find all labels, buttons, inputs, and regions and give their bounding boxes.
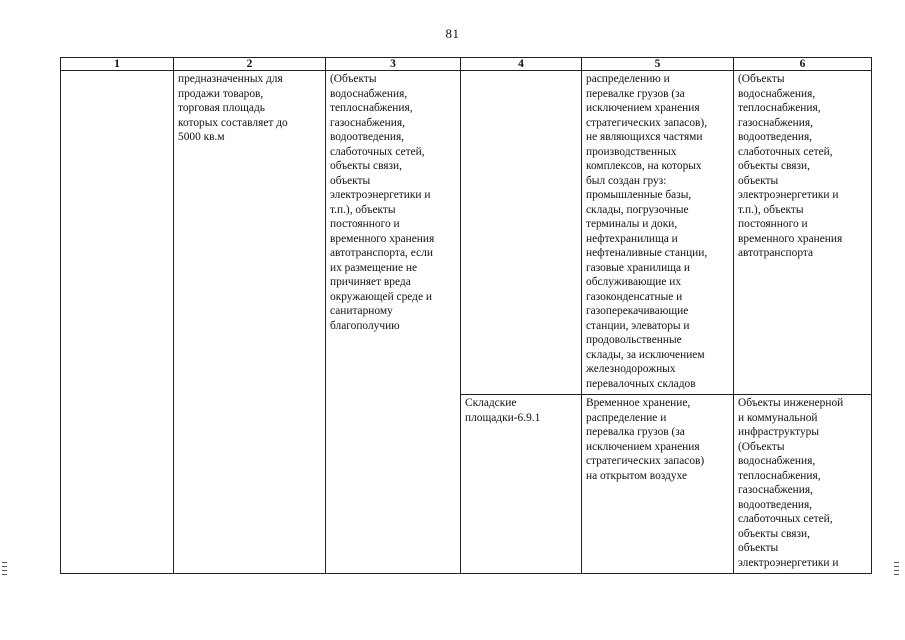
- row2-col6-cell: [734, 395, 872, 574]
- table-header-row: [61, 58, 872, 71]
- cell-line: водоотведения,: [738, 498, 813, 511]
- row1-col3-cell: [326, 71, 461, 574]
- cell-line: перевалке грузов (за: [586, 87, 685, 100]
- cell-line: т.п.), объекты: [330, 203, 396, 216]
- cell-line: на открытом воздухе: [586, 469, 688, 482]
- cell-line: временного хранения: [738, 232, 843, 245]
- scan-edge-marks-left: [2, 562, 8, 586]
- cell-line: комплексов, на которых: [586, 160, 702, 172]
- header-col-2: 2: [174, 58, 326, 71]
- cell-line: (Объекты: [738, 440, 785, 453]
- row2-col5-text: [586, 396, 730, 483]
- scan-edge-marks-right: [894, 562, 900, 586]
- cell-line: водоотведения,: [738, 131, 813, 143]
- land-use-table: [60, 57, 872, 574]
- cell-line: слаботочных сетей,: [738, 513, 833, 525]
- row1-col5-cell: [582, 71, 734, 395]
- cell-line: газоснабжения,: [738, 116, 813, 129]
- header-col-6: 6: [734, 58, 872, 71]
- cell-line: газоснабжения,: [330, 116, 405, 129]
- cell-line: автотранспорта, если: [330, 247, 433, 259]
- cell-line: 5000 кв.м: [178, 131, 225, 143]
- cell-line: Складские: [465, 397, 517, 409]
- cell-line: склады, за исключением: [586, 348, 705, 361]
- cell-line: объекты связи,: [330, 160, 402, 172]
- cell-line: распределению и: [586, 73, 670, 85]
- cell-line: железнодорожных: [586, 363, 676, 375]
- cell-line: газоперекачивающие: [586, 305, 689, 317]
- cell-line: водоснабжения,: [738, 455, 816, 467]
- cell-line: водоотведения,: [330, 131, 405, 143]
- cell-line: теплоснабжения,: [738, 102, 821, 114]
- cell-line: стратегических запасов): [586, 455, 705, 467]
- cell-line: причиняет вреда: [330, 276, 411, 288]
- cell-line: объекты: [738, 174, 779, 187]
- cell-line: склады, погрузочные: [586, 203, 689, 216]
- table-row: [61, 71, 872, 395]
- header-col-4: 4: [461, 58, 582, 71]
- cell-line: электроэнергетики и: [738, 556, 839, 569]
- cell-line: и коммунальной: [738, 411, 818, 424]
- cell-line: инфраструктуры: [738, 426, 819, 438]
- cell-line: окружающей среде и: [330, 290, 432, 303]
- cell-line: промышленные базы,: [586, 189, 692, 201]
- cell-line: санитарному: [330, 305, 393, 317]
- cell-line: исключением хранения: [586, 102, 700, 114]
- cell-line: постоянного и: [738, 218, 808, 230]
- row1-col3-text: [330, 72, 457, 333]
- cell-line: (Объекты: [738, 73, 785, 85]
- cell-line: продажи товаров,: [178, 87, 264, 100]
- cell-line: газоснабжения,: [738, 484, 813, 496]
- cell-line: торговая площадь: [178, 102, 265, 114]
- cell-line: Временное хранение,: [586, 397, 691, 409]
- cell-line: благополучию: [330, 319, 400, 332]
- cell-line: водоснабжения,: [738, 87, 816, 100]
- row1-col4-cell: [461, 71, 582, 395]
- cell-line: постоянного и: [330, 218, 400, 230]
- cell-line: т.п.), объекты: [738, 203, 804, 216]
- row2-col5-cell: [582, 395, 734, 574]
- cell-line: обслуживающие их: [586, 276, 682, 288]
- cell-line: слаботочных сетей,: [738, 145, 833, 158]
- cell-line: электроэнергетики и: [330, 189, 431, 201]
- cell-line: нефтехранилища и: [586, 232, 678, 245]
- cell-line: которых составляет до: [178, 116, 288, 129]
- row1-col1-cell: [61, 71, 174, 574]
- header-col-3: 3: [326, 58, 461, 71]
- cell-line: нефтеналивные станции,: [586, 247, 708, 259]
- cell-line: теплоснабжения,: [330, 102, 413, 114]
- cell-line: был создан груз:: [586, 174, 667, 187]
- row1-col6-cell: [734, 71, 872, 395]
- row1-col6-text: [738, 72, 868, 261]
- row1-col2-cell: [174, 71, 326, 574]
- cell-line: терминалы и доки,: [586, 218, 678, 230]
- cell-line: распределение и: [586, 411, 667, 424]
- cell-line: теплоснабжения,: [738, 469, 821, 482]
- row2-col4-cell: [461, 395, 582, 574]
- row1-col5-text: [586, 72, 730, 391]
- cell-line: производственных: [586, 145, 677, 158]
- cell-line: не являющихся частями: [586, 131, 703, 143]
- header-col-5: 5: [582, 58, 734, 71]
- row2-col4-text: [465, 396, 578, 425]
- cell-line: объекты связи,: [738, 160, 810, 172]
- cell-line: газовые хранилища и: [586, 261, 690, 274]
- cell-line: водоснабжения,: [330, 87, 408, 100]
- cell-line: автотранспорта: [738, 247, 814, 259]
- cell-line: перевалка грузов (за: [586, 426, 685, 438]
- cell-line: объекты: [330, 174, 371, 187]
- row1-col2-text: [178, 72, 322, 145]
- page-number: 81: [445, 26, 460, 41]
- cell-line: слаботочных сетей,: [330, 145, 425, 158]
- cell-line: их размещение не: [330, 261, 418, 274]
- cell-line: Объекты инженерной: [738, 397, 844, 409]
- cell-line: газоконденсатные и: [586, 290, 683, 303]
- cell-line: временного хранения: [330, 232, 435, 245]
- cell-line: площадки-6.9.1: [465, 411, 541, 424]
- cell-line: объекты: [738, 542, 779, 554]
- row2-col6-text: [738, 396, 868, 570]
- cell-line: предназначенных для: [178, 73, 283, 85]
- cell-line: объекты связи,: [738, 527, 810, 540]
- header-col-1: 1: [61, 58, 174, 71]
- cell-line: стратегических запасов),: [586, 116, 708, 129]
- cell-line: электроэнергетики и: [738, 189, 839, 201]
- cell-line: продовольственные: [586, 334, 682, 346]
- cell-line: станции, элеваторы и: [586, 319, 690, 332]
- cell-line: перевалочных складов: [586, 377, 696, 390]
- cell-line: исключением хранения: [586, 440, 700, 453]
- cell-line: (Объекты: [330, 73, 377, 85]
